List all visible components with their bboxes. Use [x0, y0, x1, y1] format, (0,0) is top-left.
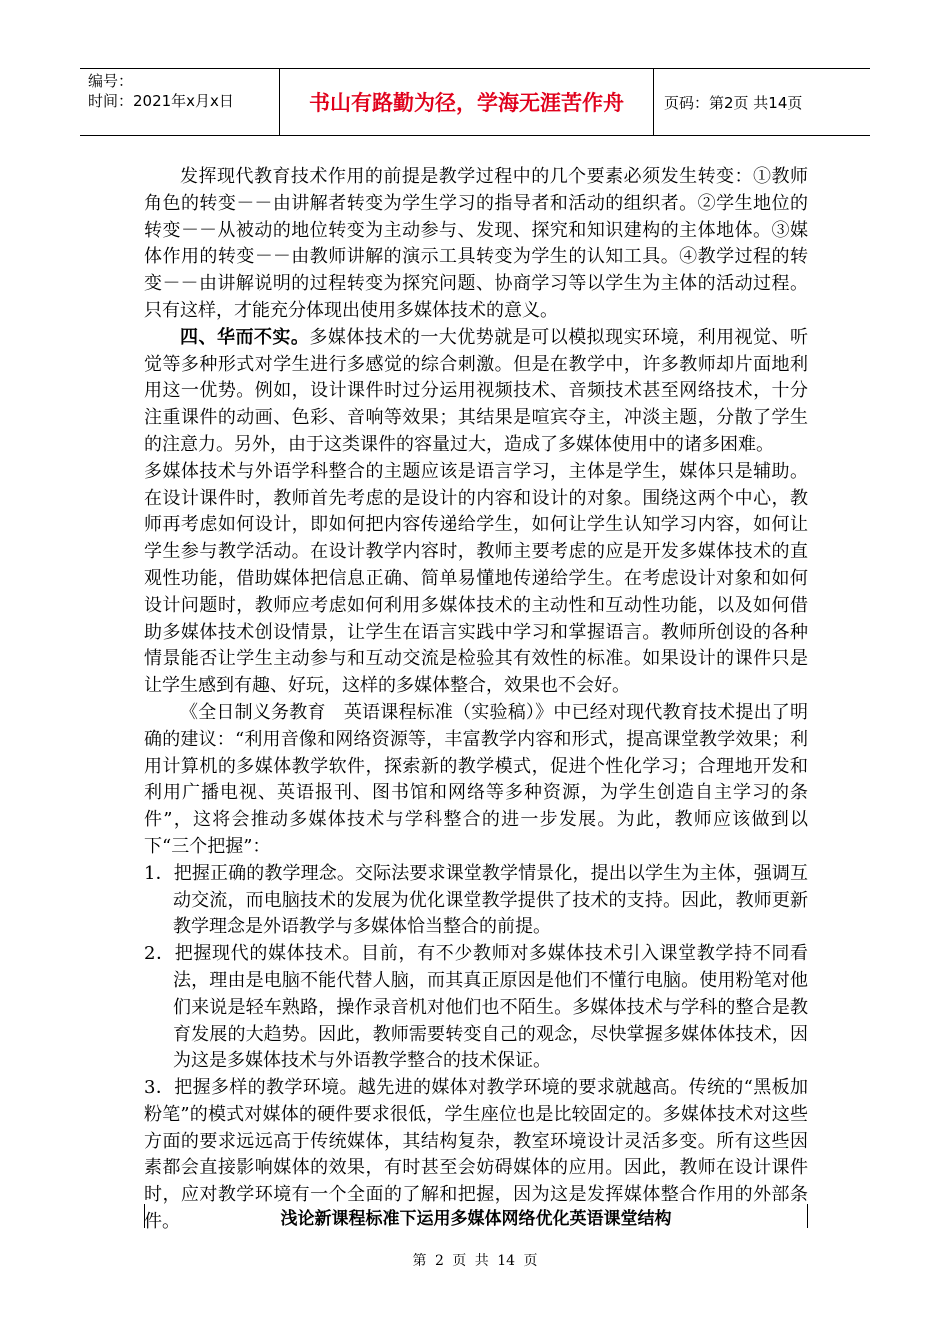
paragraph-text: 多媒体技术的一大优势就是可以模拟现实环境，利用视觉、听觉等多种形式对学生进行多感觉的综合刺激。但是在教学中，许多教师却片面地利用这一优势。例如，设计课件时过分运用视频技术、音频技术甚至网络技术，十分注重课件的动画、色彩、音响等效果；其结果是喧宾夺主，冲淡主题，分散了学生的注意力。另外，由于这类课件的容量过大，造成了多媒体使用中的诸多困难。: [144, 326, 809, 455]
footer-title-box: [144, 1204, 808, 1228]
paragraph: 多媒体技术与外语学科整合的主题应该是语言学习，主体是学生，媒体只是辅助。在设计课件时，教师首先考虑的是设计的内容和设计的对象。围绕这两个中心，教师再考虑如何设计，即如何把内容传递给学生，如何让学生认知学习内容，如何让学生参与教学活动。在设计教学内容时，教师主要考虑的应是开发多媒体技术的直观性功能，借助媒体把信息正确、简单易懂地传递给学生。在考虑设计对象和如何设计问题时，教师应考虑如何利用多媒体技术的主动性和互动性功能，以及如何借助多媒体技术创设情景，让学生在语言实践中学习和掌握语言。教师所创设的各种情景能否让学生主动参与和互动交流是检验其有效性的标准。如果设计的课件只是让学生感到有趣、好玩，这样的多媒体整合，效果也不会好。: [144, 460, 808, 697]
header-motto: 书山有路勤为径，学海无涯苦作舟: [280, 69, 654, 135]
header-time-label: 时间：2021年x月x日: [88, 92, 234, 110]
section-heading: 四、华而不实。: [180, 326, 310, 348]
document-body: [144, 164, 808, 1236]
header-page-label: 页码：第2页 共14页: [664, 93, 803, 112]
header-number-label: 编号：: [88, 72, 134, 90]
footer-title: 浅论新课程标准下运用多媒体网络优化英语课堂结构: [280, 1208, 672, 1229]
paragraph: 发挥现代教育技术作用的前提是教学过程中的几个要素必须发生转变：①教师角色的转变－－由讲解者转变为学生学习的指导者和活动的组织者。②学生地位的转变－－从被动的地位转变为主动参与、发现、探究和知识建构的主体地体。③媒体作用的转变－－由教师讲解的演示工具转变为学生的认知工具。④教学过程的转变－－由讲解说明的过程转变为探究问题、协商学习等以学生为主体的活动过程。只有这样，才能充分体现出使用多媒体技术的意义。: [144, 166, 808, 321]
page-header: [80, 68, 870, 136]
list-item: 2．把握现代的媒体技术。目前，有不少教师对多媒体技术引入课堂教学持不同看法，理由是电脑不能代替人脑，而其真正原因是他们不懂行电脑。使用粉笔对他们来说是轻车熟路，操作录音机对他们也不陌生。多媒体技术与学科的整合是教育发展的大趋势。因此，教师需要转变自己的观念，尽快掌握多媒体体技术，因为这是多媒体技术与外语教学整合的技术保证。: [144, 943, 808, 1072]
header-meta: [80, 69, 280, 135]
paragraph: 《全日制义务教育 英语课程标准（实验稿）》中已经对现代教育技术提出了明确的建议：“利用音像和网络资源等，丰富教学内容和形式，提高课堂教学效果；利用计算机的多媒体教学软件，探索新的教学模式，促进个性化学习；合理地开发和利用广播电视、英语报刊、图书馆和网络等多种资源，为学生创造自主学习的条件”，这将会推动多媒体技术与学科整合的进一步发展。为此，教师应该做到以下“三个把握”：: [144, 701, 808, 857]
list-item: 1．把握正确的教学理念。交际法要求课堂教学情景化，提出以学生为主体，强调互动交流，而电脑技术的发展为优化课堂教学提供了技术的支持。因此，教师更新教学理念是外语教学与多媒体恰当整合的前提。: [144, 862, 808, 938]
paragraph: [144, 325, 808, 459]
page-number: 第 2 页 共 14 页: [412, 1253, 538, 1269]
list-item: 3．把握多样的教学环境。越先进的媒体对教学环境的要求就越高。传统的“黑板加粉笔”的模式对媒体的硬件要求很低，学生座位也是比较固定的。多媒体技术对这些方面的要求远远高于传统媒体，其结构复杂，教室环境设计灵活多变。所有这些因素都会直接影响媒体的效果，有时甚至会妨碍媒体的应用。因此，教师在设计课件时，应对教学环境有一个全面的了解和把握，因为这是发挥媒体整合作用的外部条件。: [144, 1077, 808, 1233]
